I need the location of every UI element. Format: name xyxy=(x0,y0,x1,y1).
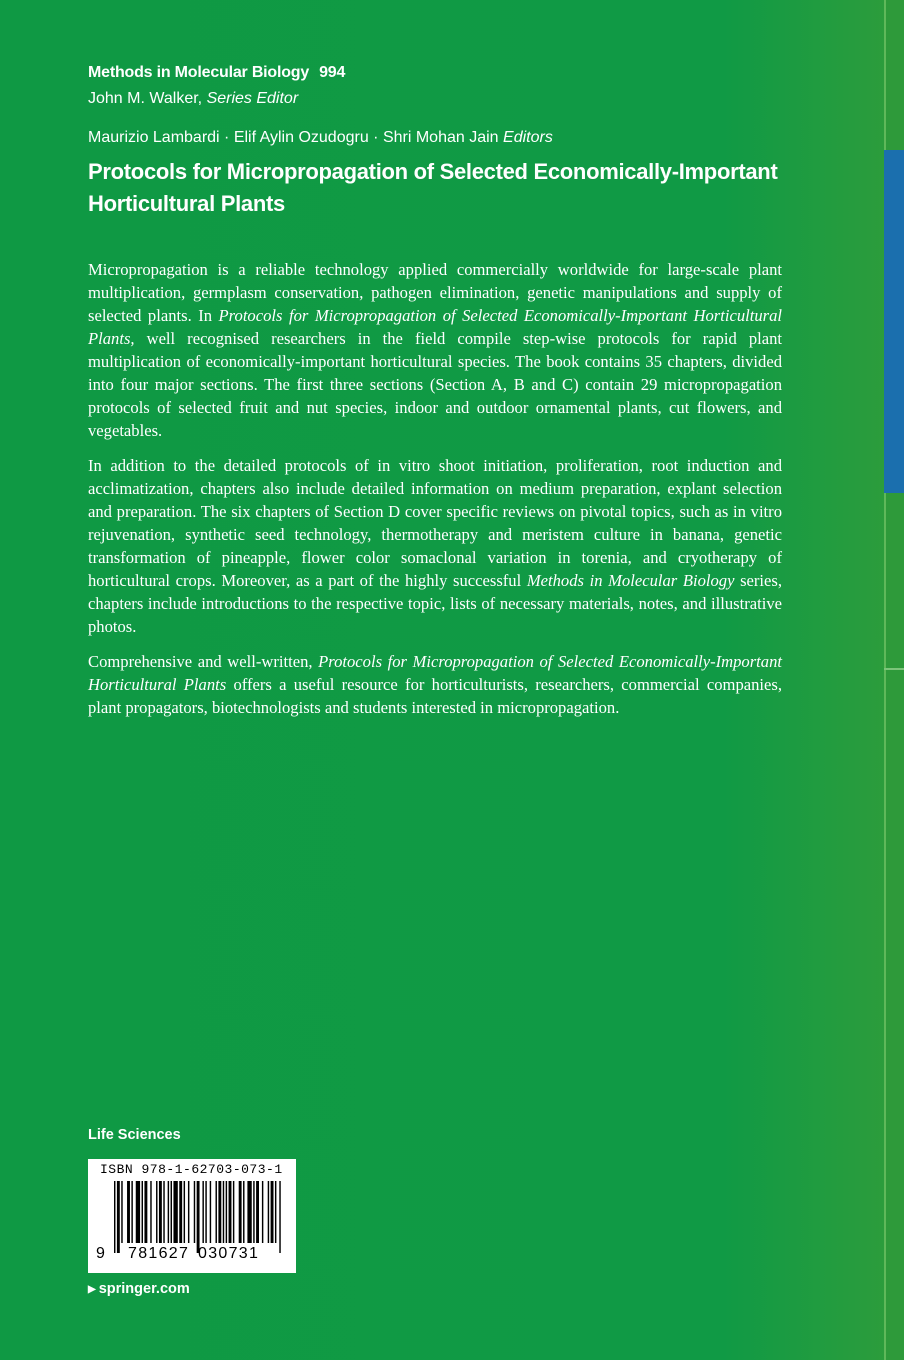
barcode-bar xyxy=(253,1181,254,1243)
series-number: 994 xyxy=(319,64,346,81)
barcode-bar xyxy=(171,1181,172,1243)
blurb-paragraph-2 xyxy=(88,454,782,638)
barcode-bar xyxy=(226,1181,227,1243)
barcode-bar xyxy=(163,1181,164,1243)
barcode-bar xyxy=(271,1181,274,1243)
website-text[interactable]: springer.com xyxy=(98,1281,190,1297)
barcode-bar xyxy=(168,1181,169,1243)
barcode-bar xyxy=(279,1181,280,1253)
barcode-bar xyxy=(197,1181,200,1253)
barcode-bar xyxy=(136,1181,140,1243)
text-run: Comprehensive and well-written, xyxy=(88,652,319,671)
isbn-barcode xyxy=(88,1159,296,1273)
editors-line xyxy=(88,129,553,147)
blurb xyxy=(88,258,782,731)
barcode-bar xyxy=(156,1181,157,1243)
barcode-group-2: 030731 xyxy=(198,1245,260,1262)
editors-role: Editors xyxy=(503,129,553,146)
spine-tick-mark xyxy=(884,668,904,670)
text-run: well recognised researchers in the field compile step-wise protocols for rapid plant multiplication of economically-important horticultural species. The book contains 35 chapters, divided into four major sections. The first three sections (Section A, B and C) contain 29 micropropagation protocols of selected fruit and nut species, indoor and outdoor ornamental plants, cut flowers, and vegetables. xyxy=(88,329,782,440)
barcode-bar xyxy=(194,1181,195,1243)
blurb-paragraph-1 xyxy=(88,258,782,442)
barcode-bar xyxy=(173,1181,177,1243)
spine-color-band xyxy=(884,150,904,493)
barcode-bar xyxy=(117,1181,120,1253)
blurb-paragraph-3 xyxy=(88,650,782,719)
barcode-bar xyxy=(202,1181,203,1243)
barcode-bar xyxy=(256,1181,259,1243)
website-link[interactable] xyxy=(88,1281,190,1297)
series-name: Methods in Molecular Biology xyxy=(88,64,310,81)
barcode-bar xyxy=(114,1181,115,1253)
triangle-arrow-icon: ▶ xyxy=(88,1284,96,1295)
text-run: series, chapters include introductions to the respective topic, lists of necessary materials, notes, and illustrative photos. xyxy=(88,571,782,636)
barcode-bar xyxy=(184,1181,185,1243)
subject-category: Life Sciences xyxy=(88,1127,181,1143)
barcode-bar xyxy=(262,1181,263,1243)
barcode-group-1: 781627 xyxy=(128,1245,190,1262)
barcode-bar xyxy=(223,1181,224,1243)
book-title: Protocols for Micropropagation of Selected Economically-Important Horticultural Plants xyxy=(88,159,778,216)
barcode-bar xyxy=(275,1181,276,1243)
barcode-bars xyxy=(114,1181,282,1253)
barcode-bar xyxy=(150,1181,151,1243)
barcode-bar xyxy=(268,1181,269,1243)
barcode-bar xyxy=(229,1181,232,1243)
series-editor-role: Series Editor xyxy=(206,90,299,107)
barcode-bar xyxy=(142,1181,143,1243)
barcode-bar xyxy=(188,1181,189,1243)
isbn-label: ISBN 978-1-62703-073-1 xyxy=(100,1162,283,1177)
editor-names: Maurizio Lambardi · Elif Aylin Ozudogru · Shri Mohan Jain xyxy=(88,129,499,146)
text-run: offers a useful resource for horticulturists, researchers, commercial companies, plant propagators, biotechnologists and students interested in micropropagation. xyxy=(88,675,783,717)
barcode-bar xyxy=(239,1181,242,1243)
barcode-bar xyxy=(218,1181,221,1243)
barcode-bar xyxy=(159,1181,162,1243)
series-editor-line xyxy=(88,90,298,108)
barcode-bar xyxy=(127,1181,130,1243)
barcode-bar xyxy=(233,1181,234,1243)
barcode-bar xyxy=(121,1181,122,1243)
barcode-bar xyxy=(179,1181,182,1243)
barcode-bar xyxy=(131,1181,132,1243)
series-line xyxy=(88,64,345,82)
barcode-bar xyxy=(205,1181,206,1243)
barcode-bar xyxy=(243,1181,244,1243)
barcode-bar xyxy=(210,1181,211,1243)
italic-title-run: Protocols for Micropropagation of Selected Economically-Important Horticultural Plants, xyxy=(88,306,782,348)
text-run: In addition to the detailed protocols of in vitro shoot initiation, proliferation, root induction and acclimatization, chapters also include detailed information on medium preparation, explant selection and preparation. The six chapters of Section D cover specific reviews on pivotal topics, such as in vitro rejuvenation, synthetic seed technology, thermotherapy and meristem culture in banana, genetic transformation of pineapple, flower color somaclonal variation in torenia, and cryotherapy of horticultural crops. Moreover, as a part of the highly successful xyxy=(88,456,782,590)
barcode-lead-digit: 9 xyxy=(96,1245,105,1262)
barcode-bar xyxy=(216,1181,217,1243)
italic-title-run: Protocols for Micropropagation of Selected Economically-Important Horticultural Plants xyxy=(88,652,782,694)
text-run: Micropropagation is a reliable technology applied commercially worldwide for large-scale plant multiplication, germplasm conservation, pathogen elimination, genetic manipulations and supply of selected plants. In xyxy=(88,260,782,325)
series-editor-name: John M. Walker, xyxy=(88,90,203,107)
barcode-bar xyxy=(247,1181,251,1243)
barcode-bar xyxy=(144,1181,147,1243)
italic-series-run: Methods in Molecular Biology xyxy=(526,571,735,590)
